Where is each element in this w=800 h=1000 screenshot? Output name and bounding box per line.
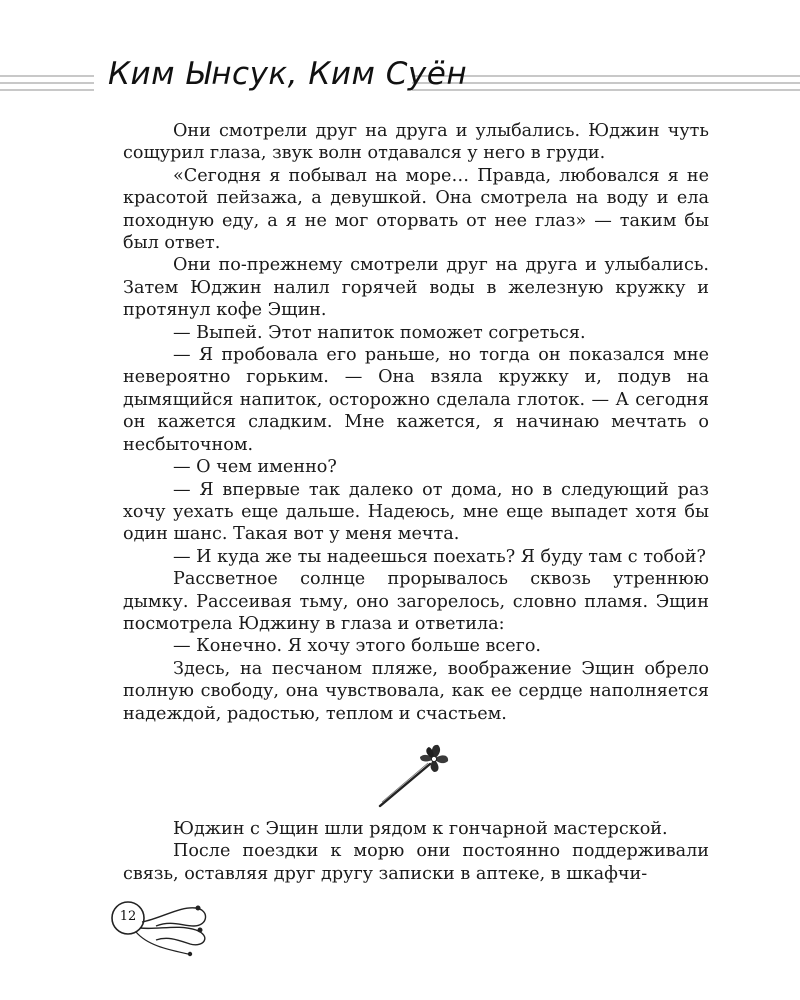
flower-pin-ornament-icon bbox=[372, 744, 462, 810]
paragraph: После поездки к морю они постоянно поддерживали связь, оставляя друг другу записки в аптеке, в шкафчи- bbox=[123, 841, 709, 884]
body-text-continued bbox=[123, 818, 709, 885]
paragraph: — Я пробовала его раньше, но тогда он показался мне невероятно горьким. — Она взяла кружку и, подув на дымящийся напиток, осторожно сделала глоток. — А сегодня он кажется сладким. Мне кажется, я начинаю мечтать о несбыточном. bbox=[123, 345, 709, 455]
paragraph: — Я впервые так далеко от дома, но в следующий раз хочу уехать еще дальше. Надеюсь, мне еще выпадет хотя бы один шанс. Такая вот у меня мечта. bbox=[123, 479, 709, 545]
page-number: 12 bbox=[119, 909, 137, 924]
running-header bbox=[0, 0, 800, 110]
header-rules-icon bbox=[0, 0, 800, 110]
body-text bbox=[123, 120, 709, 725]
paragraph: Они смотрели друг на друга и улыбались. Юджин чуть сощурил глаза, звук волн отдавался у него в груди. bbox=[123, 121, 709, 164]
running-title: Ким Ынсук, Ким Суён bbox=[108, 56, 468, 92]
paragraph: «Сегодня я побывал на море… Правда, любовался я не красотой пейзажа, а девушкой. Она смотрела на воду и ела походную еду, а я не мог оторвать от нее глаз» — таким бы был ответ. bbox=[123, 165, 709, 254]
paragraph: Рассветное солнце прорывалось сквозь утреннюю дымку. Рассеивая тьму, оно загорелось, словно пламя. Эщин посмотрела Юджину в глаза и ответила: bbox=[123, 569, 709, 634]
paragraph: Здесь, на песчаном пляже, воображение Эщин обрело полную свободу, она чувствовала, как ее сердце наполняется надеждой, радостью, теплом и счастьем. bbox=[123, 658, 709, 724]
paragraph: — О чем именно? bbox=[173, 457, 337, 478]
paragraph: Юджин с Эщин шли рядом к гончарной мастерской. bbox=[173, 819, 668, 839]
paragraph: — Выпей. Этот напиток поможет согреться. bbox=[173, 322, 586, 343]
paragraph: — И куда же ты надеешься поехать? Я буду там с тобой? bbox=[173, 546, 706, 567]
paragraph: — Конечно. Я хочу этого больше всего. bbox=[173, 636, 542, 657]
paragraph: Они по-прежнему смотрели друг на друга и улыбались. Затем Юджин налил горячей воды в железную кружку и протянул кофе Эщин. bbox=[123, 255, 709, 321]
